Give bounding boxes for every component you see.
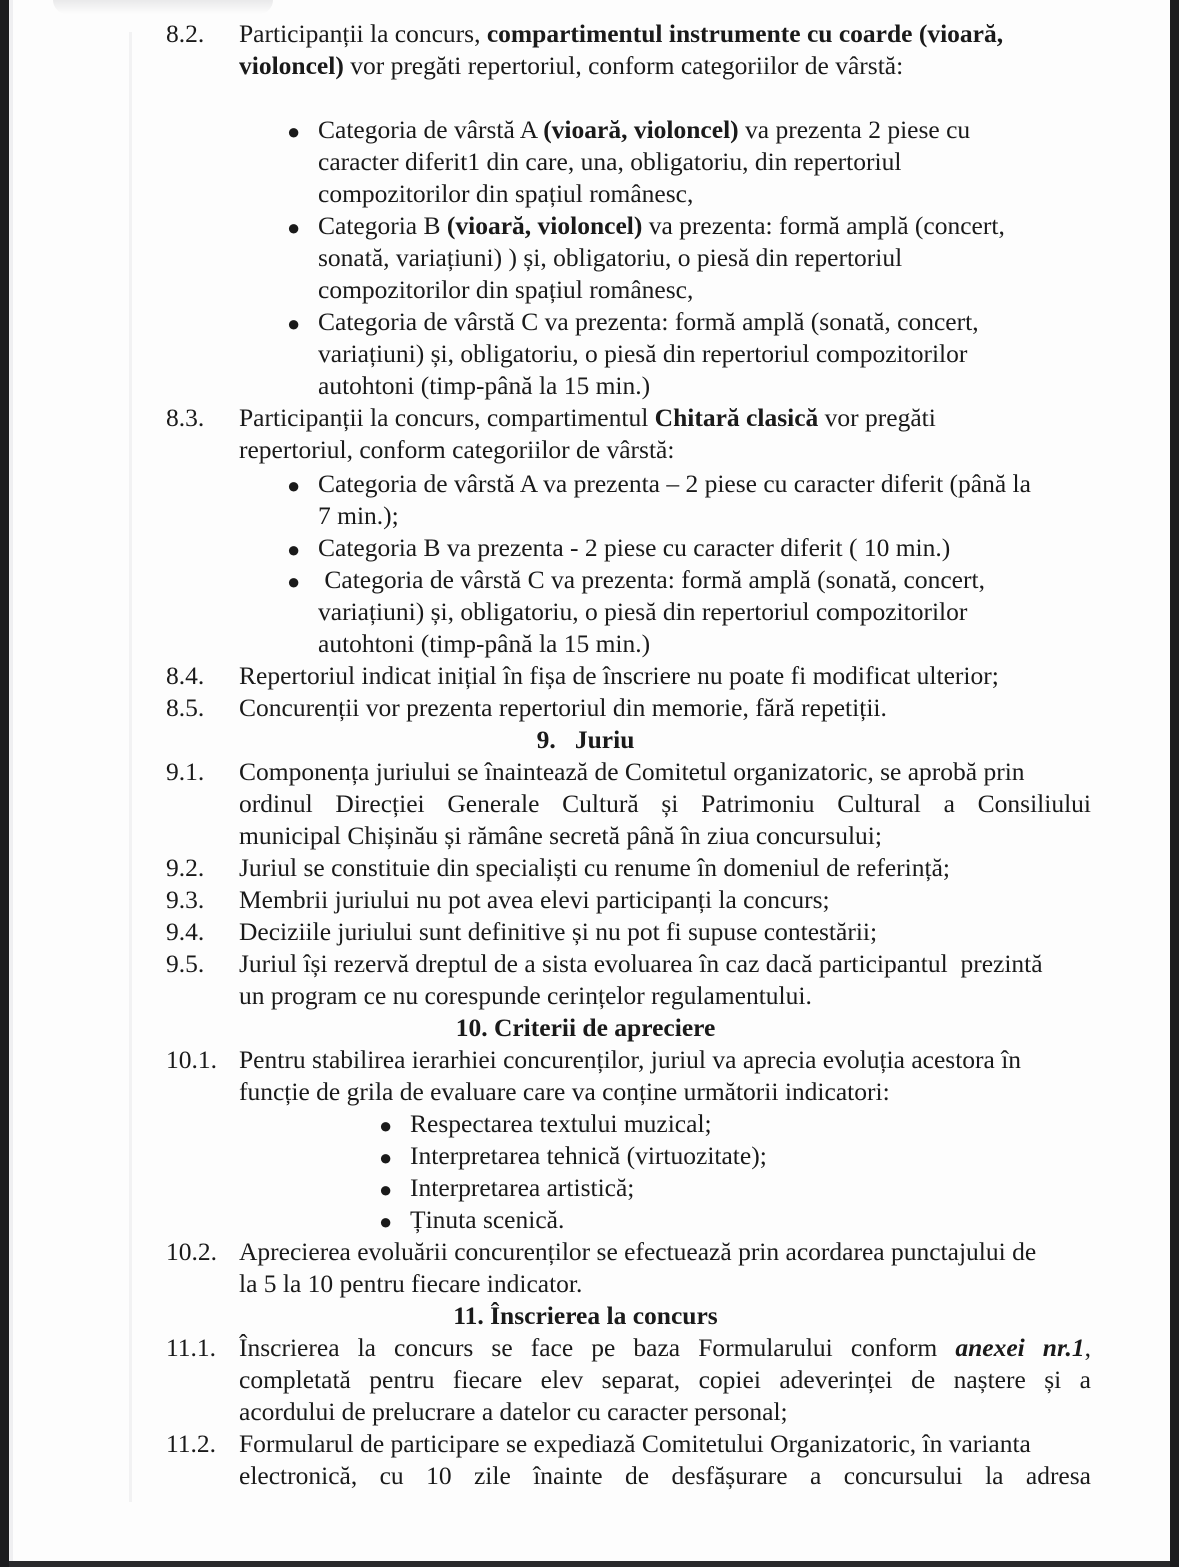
bullet-icon: ● [287,569,301,594]
item-text: funcție de grila de evaluare care va conține următorii indicatori: [239,1077,890,1106]
item-text: Repertoriul indicat inițial în fișa de înscriere nu poate fi modificat ulterior; [239,661,999,690]
bullet-icon: ● [287,473,301,498]
indicator-text: Interpretarea artistică; [410,1173,635,1202]
item-text: completată pentru fiecare elev separat, copiei adeverinței de naștere și a [239,1365,1091,1394]
item-number: 8.4. [166,661,205,690]
bullet-icon: ● [287,119,301,144]
item-text: Membrii juriului nu pot avea elevi participanți la concurs; [239,885,830,914]
bullet-text: caracter diferit1 din care, una, obligatoriu, din repertoriul [318,147,902,176]
item-text: Aprecierea evoluării concurenților se efectuează prin acordarea punctajului de [239,1237,1037,1266]
indicator-text: Respectarea textului muzical; [410,1109,712,1138]
item-number: 8.3. [166,403,205,432]
indicator-text: Interpretarea tehnică (virtuozitate); [410,1141,767,1170]
item-text: repertoriul, conform categoriilor de vârstă: [239,435,675,464]
bullet-text: Categoria B va prezenta - 2 piese cu caracter diferit ( 10 min.) [318,533,951,562]
section-heading: 11. Înscrierea la concurs [453,1301,718,1330]
item-text: Înscrierea la concurs se face pe baza Formularului conform anexei nr.1, [239,1333,1091,1362]
page-bottom-edge [9,1561,1170,1567]
item-number: 10.2. [166,1237,217,1266]
indicator-text: Ținuta scenică. [410,1205,565,1234]
item-text: Participanții la concurs, compartimentul Chitară clasică vor pregăti [239,403,936,432]
bullet-icon: ● [287,537,301,562]
item-number: 9.2. [166,853,205,882]
item-text: Participanții la concurs, compartimentul instrumente cu coarde (vioară, [239,19,1004,48]
bullet-text: 7 min.); [318,501,399,530]
item-number: 8.5. [166,693,205,722]
bullet-text: Categoria de vârstă A va prezenta – 2 piese cu caracter diferit (până la [318,469,1031,498]
item-text: acordului de prelucrare a datelor cu caracter personal; [239,1397,788,1426]
bullet-text: Categoria de vârstă C va prezenta: formă amplă (sonată, concert, [318,565,985,594]
item-text: Juriul își rezervă dreptul de a sista evoluarea în caz dacă participantul prezintă [239,949,1043,978]
item-text: la 5 la 10 pentru fiecare indicator. [239,1269,583,1298]
bullet-icon: ● [287,215,301,240]
item-text: un program ce nu corespunde cerințelor regulamentului. [239,981,812,1010]
item-text: Formularul de participare se expediază Comitetului Organizatoric, în varianta [239,1429,1031,1458]
bullet-text: autohtoni (timp-până la 15 min.) [318,371,651,400]
page-shadow [53,0,273,14]
bullet-icon: ● [287,311,301,336]
item-number: 9.1. [166,757,205,786]
scan-margin-line [129,32,132,1502]
item-number: 11.1. [166,1333,217,1362]
bullet-text: compozitorilor din spațiul românesc, [318,275,694,304]
bullet-text: sonată, variațiuni) ) și, obligatoriu, o piesă din repertoriul [318,243,903,272]
item-number: 10.1. [166,1045,217,1074]
item-number: 9.4. [166,917,205,946]
item-text: Juriul se constituie din specialiști cu renume în domeniul de referință; [239,853,950,882]
item-text: Deciziile juriului sunt definitive și nu pot fi supuse contestării; [239,917,878,946]
bullet-text: Categoria de vârstă A (vioară, violoncel) va prezenta 2 piese cu [318,115,971,144]
bullet-text: Categoria B (vioară, violoncel) va prezenta: formă amplă (concert, [318,211,1005,240]
item-text: municipal Chișinău și rămâne secretă până în ziua concursului; [239,821,882,850]
item-text: ordinul Direcției Generale Cultură și Patrimoniu Cultural a Consiliului [239,789,1091,818]
bullet-icon: ● [379,1209,393,1234]
item-number: 8.2. [166,19,205,48]
item-text: Concurenții vor prezenta repertoriul din memorie, fără repetiții. [239,693,887,722]
document-page [9,0,1170,1561]
section-heading: 9. Juriu [536,725,635,754]
bullet-icon: ● [379,1177,393,1202]
section-heading: 10. Criterii de apreciere [455,1013,716,1042]
bullet-text: compozitorilor din spațiul românesc, [318,179,694,208]
item-text: Componența juriului se înaintează de Comitetul organizatoric, se aprobă prin [239,757,1025,786]
item-number: 9.5. [166,949,205,978]
bullet-text: Categoria de vârstă C va prezenta: formă amplă (sonată, concert, [318,307,979,336]
item-number: 9.3. [166,885,205,914]
bullet-text: variațiuni) și, obligatoriu, o piesă din repertoriul compozitorilor [318,339,968,368]
bullet-text: autohtoni (timp-până la 15 min.) [318,629,651,658]
bullet-text: variațiuni) și, obligatoriu, o piesă din repertoriul compozitorilor [318,597,968,626]
bullet-icon: ● [379,1145,393,1170]
item-text: Pentru stabilirea ierarhiei concurenților, juriul va aprecia evoluția acestora în [239,1045,1022,1074]
item-text: violoncel) vor pregăti repertoriul, conform categoriilor de vârstă: [239,51,904,80]
bullet-icon: ● [379,1113,393,1138]
item-number: 11.2. [166,1429,217,1458]
item-text: electronică, cu 10 zile înainte de desfășurare a concursului la adresa [239,1461,1091,1490]
